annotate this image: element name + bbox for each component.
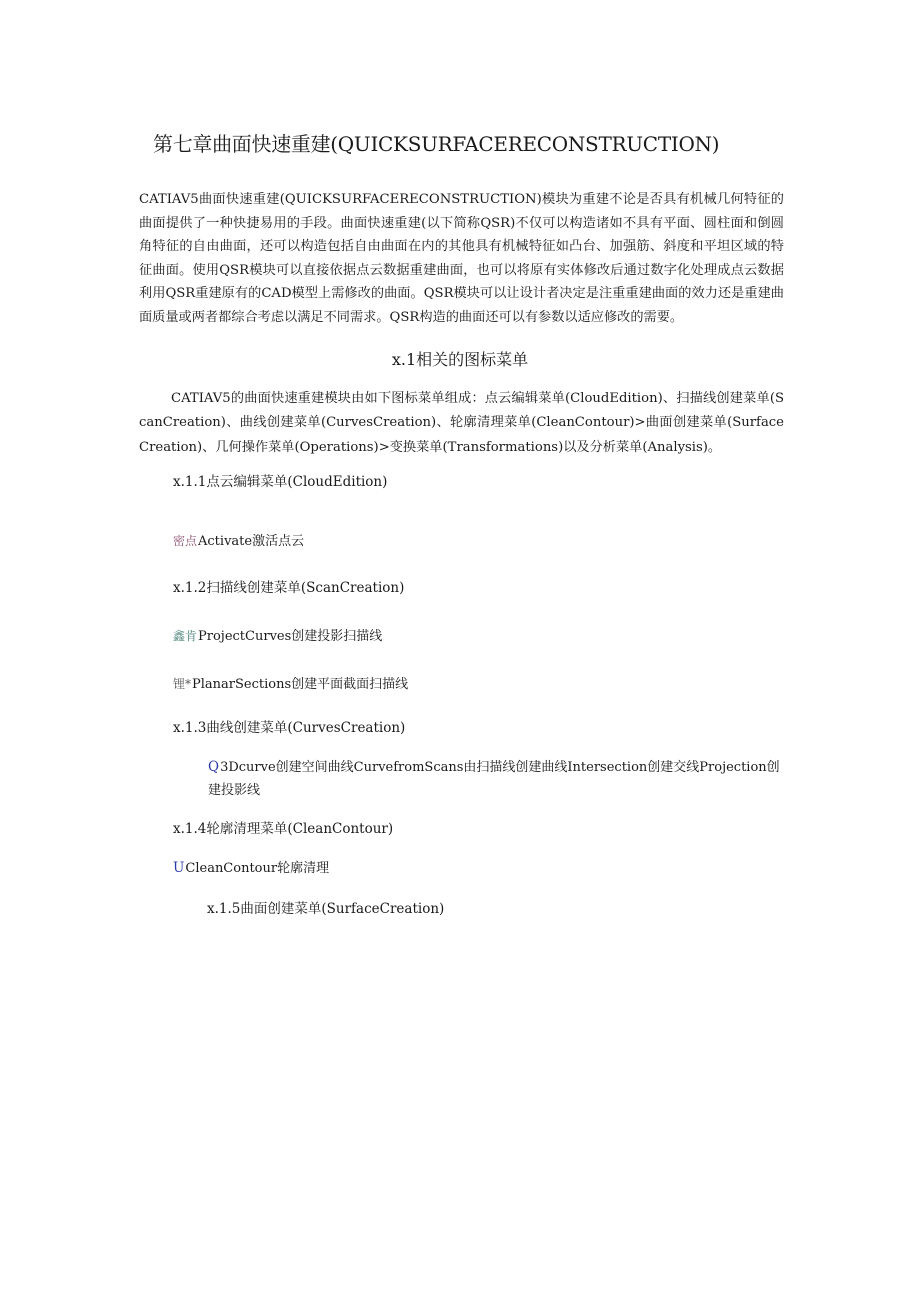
menu-item-activate-label: Activate激活点云 bbox=[198, 534, 305, 549]
activate-cloud-icon: 密点 bbox=[173, 534, 198, 548]
subsection-scan-creation: x.1.2扫描线创建菜单(ScanCreation) bbox=[173, 580, 405, 596]
menu-item-curves-creation bbox=[208, 756, 784, 802]
section-heading-text: x.1相关的图标菜单 bbox=[391, 350, 529, 369]
planar-sections-icon: 锂* bbox=[173, 677, 192, 691]
subsection-cloud-edition: x.1.1点云编辑菜单(CloudEdition) bbox=[173, 474, 388, 490]
subsection-curves-creation: x.1.3曲线创建菜单(CurvesCreation) bbox=[173, 720, 406, 736]
3d-curve-icon: Q bbox=[208, 759, 220, 775]
menu-item-project-curves bbox=[173, 626, 382, 647]
menu-item-planar-sections bbox=[173, 674, 408, 695]
menu-item-project-curves-label: ProjectCurves创建投影扫描线 bbox=[198, 629, 383, 644]
menu-item-clean-contour-label: CleanContour轮廓清理 bbox=[185, 861, 330, 876]
project-curves-icon: 鑫肯 bbox=[173, 629, 198, 643]
chapter-title: 第七章曲面快速重建(QUICKSURFACERECONSTRUCTION) bbox=[153, 132, 720, 156]
menu-item-activate bbox=[173, 531, 304, 552]
clean-contour-icon: U bbox=[173, 860, 185, 876]
subsection-clean-contour: x.1.4轮廓清理菜单(CleanContour) bbox=[173, 821, 394, 837]
section-heading bbox=[0, 348, 920, 372]
subsection-surface-creation: x.1.5曲面创建菜单(SurfaceCreation) bbox=[207, 901, 445, 917]
intro-paragraph: CATIAV5曲面快速重建(QUICKSURFACERECONSTRUCTION)模块为重建不论是否具有机械几何特征的曲面提供了一种快捷易用的手段。曲面快速重建(以下简称QSR)不仅可以构造诸如不具有平面、圆柱面和倒圆角特征的自由曲面，还可以构造包括自由曲面在内的其他具有机械特征如凸台、加强筋、斜度和平坦区域的特征曲面。使用QSR模块可以直接依据点云数据重建曲面，也可以将原有实体修改后通过数字化处理成点云数据利用QSR重建原有的CAD模型上需修改的曲面。QSR模块可以让设计者决定是注重重建曲面的效力还是重建曲面质量或两者都综合考虑以满足不同需求。QSR构造的曲面还可以有参数以适应修改的需要。 bbox=[139, 192, 784, 325]
menu-item-clean-contour bbox=[173, 858, 329, 879]
menu-item-planar-sections-label: PlanarSections创建平面截面扫描线 bbox=[192, 677, 409, 692]
section-paragraph: CATIAV5的曲面快速重建模块由如下图标菜单组成：点云编辑菜单(CloudEdition)、扫描线创建菜单(ScanCreation)、曲线创建菜单(CurvesCreation)、轮廓清理菜单(CleanContour)>曲面创建菜单(SurfaceCreation)、几何操作菜单(Operations)>变换菜单(Transformations)以及分析菜单(Analysis)。 bbox=[139, 391, 784, 455]
menu-item-curves-creation-label: 3Dcurve创建空间曲线CurvefromScans由扫描线创建曲线Intersection创建交线Projection创建投影线 bbox=[208, 760, 780, 798]
